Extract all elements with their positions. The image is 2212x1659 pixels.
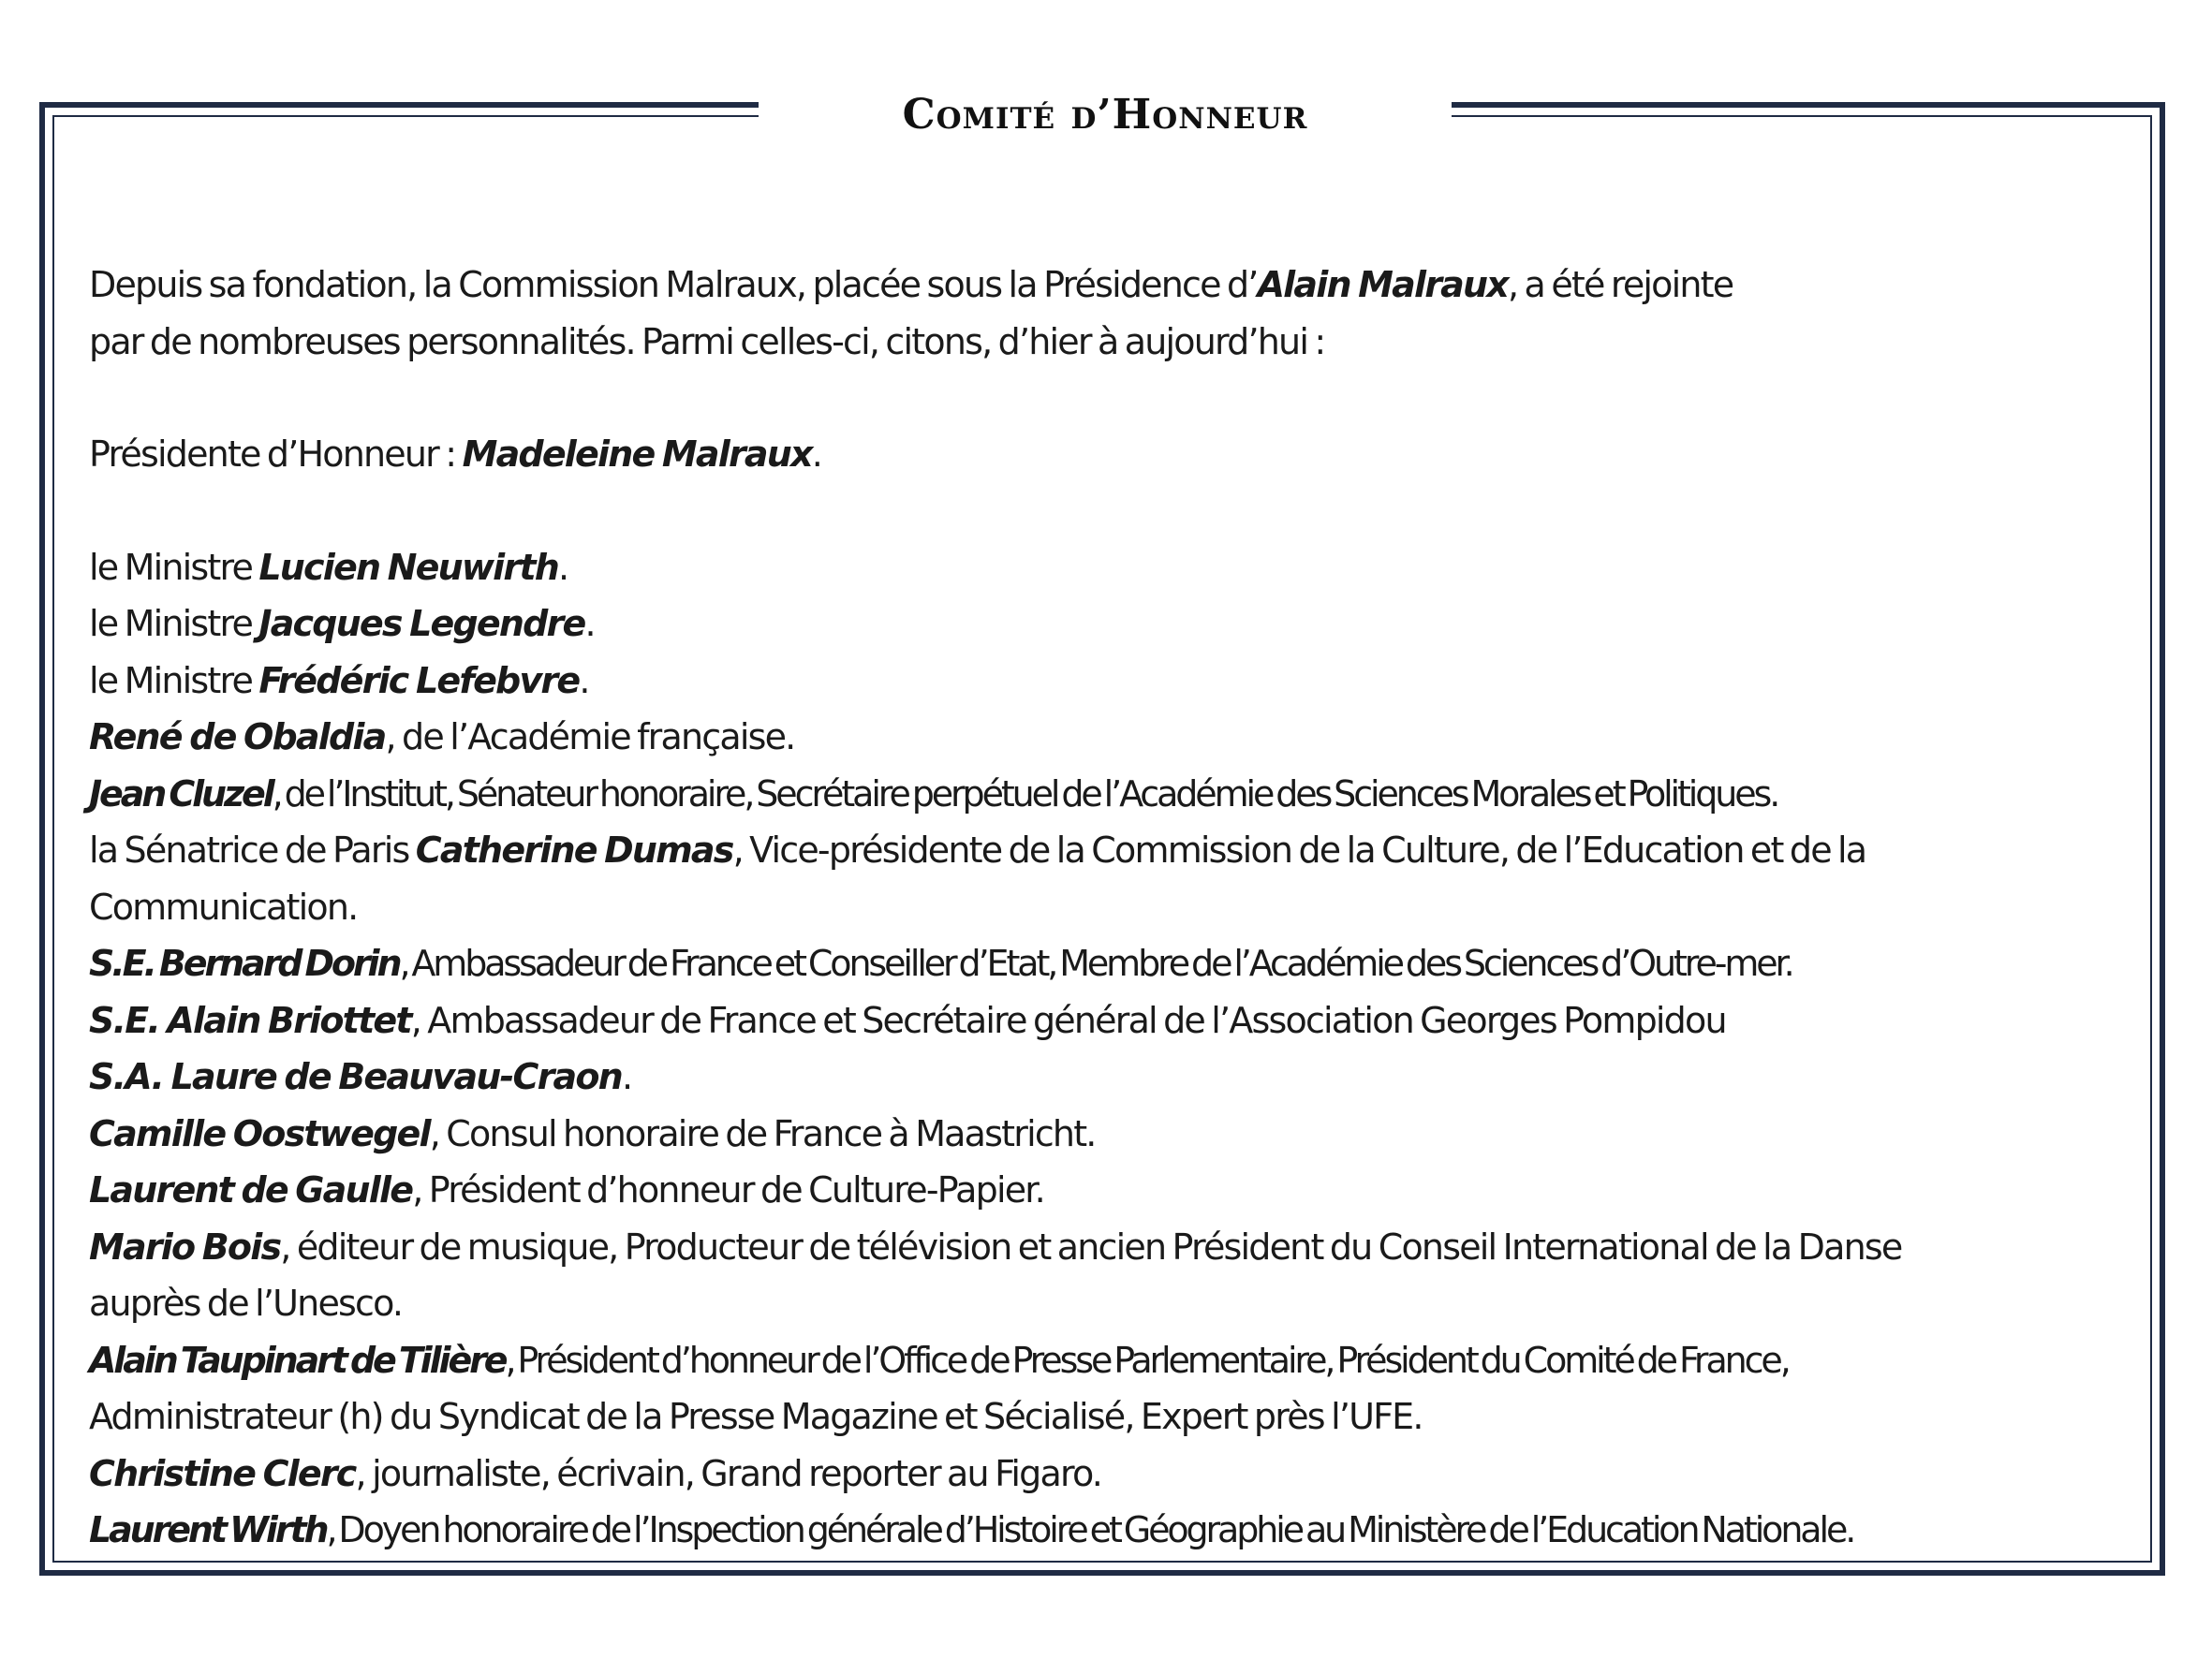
intro-line-2: par de nombreuses personnalités. Parmi celles-ci, citons, d’hier à aujourd’hui : bbox=[89, 320, 1325, 362]
member-description-continued: Communication. bbox=[89, 886, 358, 928]
member-prefix: le Ministre bbox=[89, 546, 259, 588]
member-entry bbox=[89, 1219, 2177, 1276]
member-description: , Président d’honneur de l’Office de Presse Parlementaire, Président du Comité de France, bbox=[505, 1339, 1789, 1381]
member-entry bbox=[89, 766, 2177, 823]
member-description: , Vice-présidente de la Commission de la Culture, de l’Education et de la bbox=[732, 830, 1866, 871]
member-entry bbox=[89, 1446, 2177, 1503]
member-name: Camille Oostwegel bbox=[89, 1112, 430, 1154]
member-description: . bbox=[557, 546, 568, 588]
member-entry bbox=[89, 822, 2177, 879]
title-plate bbox=[759, 67, 1452, 161]
member-name: S.A. Laure de Beauvau-Craon bbox=[89, 1056, 622, 1097]
member-prefix: la Sénatrice de Paris bbox=[89, 830, 416, 871]
member-name: Christine Clerc bbox=[89, 1452, 356, 1494]
member-name: Jean Cluzel bbox=[89, 772, 273, 815]
member-entry bbox=[89, 653, 2177, 710]
member-entry bbox=[89, 992, 2177, 1050]
page-title: Comité d’Honneur bbox=[902, 90, 1308, 139]
member-description: . bbox=[621, 1056, 632, 1097]
member-description: . bbox=[579, 659, 589, 701]
member-prefix: le Ministre bbox=[89, 603, 259, 644]
member-entry bbox=[89, 1049, 2177, 1106]
member-description-continued: auprès de l’Unesco. bbox=[89, 1283, 403, 1324]
member-entry bbox=[89, 1106, 2177, 1163]
member-description: , éditeur de musique, Producteur de télévision et ancien Président du Conseil International de la Danse bbox=[280, 1226, 1902, 1268]
document-body bbox=[89, 257, 2177, 1559]
member-name: René de Obaldia bbox=[89, 716, 386, 757]
member-entry bbox=[89, 709, 2177, 766]
member-description-continued: Administrateur (h) du Syndicat de la Presse Magazine et Sécialisé, Expert près l’UFE. bbox=[89, 1396, 1423, 1437]
intro-president-name: Alain Malraux bbox=[1257, 264, 1508, 305]
member-description: , Président d’honneur de Culture-Papier. bbox=[412, 1169, 1044, 1211]
member-list bbox=[89, 539, 2177, 1559]
member-name: S.E. Bernard Dorin bbox=[89, 943, 400, 984]
member-description: . bbox=[584, 603, 595, 644]
member-description: , journaliste, écrivain, Grand reporter au Figaro. bbox=[355, 1452, 1102, 1494]
member-name: Alain Taupinart de Tilière bbox=[89, 1339, 506, 1381]
member-description: , de l’Académie française. bbox=[385, 716, 795, 757]
member-description: , de l’Institut, Sénateur honoraire, Secrétaire perpétuel de l’Académie des Sciences Morales et Politiques. bbox=[272, 772, 1778, 815]
honorary-president-name: Madeleine Malraux bbox=[462, 433, 812, 475]
intro-line-1: Depuis sa fondation, la Commission Malraux, placée sous la Présidence d’Alain Malraux, a été rejointe bbox=[89, 264, 1733, 305]
member-entry bbox=[89, 1502, 2177, 1559]
member-entry bbox=[89, 935, 2177, 992]
honorary-president: Présidente d’Honneur : Madeleine Malraux. bbox=[89, 433, 821, 475]
member-entry bbox=[89, 1162, 2177, 1219]
member-name: S.E. Alain Briottet bbox=[89, 999, 411, 1041]
member-name: Laurent Wirth bbox=[89, 1509, 327, 1550]
member-name: Mario Bois bbox=[89, 1226, 281, 1268]
member-entry bbox=[89, 1332, 2177, 1389]
member-name: Laurent de Gaulle bbox=[89, 1169, 413, 1211]
member-name: Frédéric Lefebvre bbox=[258, 659, 580, 701]
member-name: Lucien Neuwirth bbox=[258, 546, 558, 588]
member-description: , Ambassadeur de France et Conseiller d’Etat, Membre de l’Académie des Sciences d’Outre-mer. bbox=[399, 943, 1792, 984]
member-description: , Doyen honoraire de l’Inspection générale d’Histoire et Géographie au Ministère de l’Education Nationale. bbox=[326, 1509, 1854, 1550]
member-entry bbox=[89, 539, 2177, 596]
member-description: , Consul honoraire de France à Maastricht. bbox=[429, 1112, 1096, 1154]
member-prefix: le Ministre bbox=[89, 659, 259, 701]
member-entry bbox=[89, 595, 2177, 653]
member-name: Catherine Dumas bbox=[415, 830, 733, 871]
member-description: , Ambassadeur de France et Secrétaire général de l’Association Georges Pompidou bbox=[410, 999, 1726, 1041]
member-name: Jacques Legendre bbox=[258, 603, 585, 644]
